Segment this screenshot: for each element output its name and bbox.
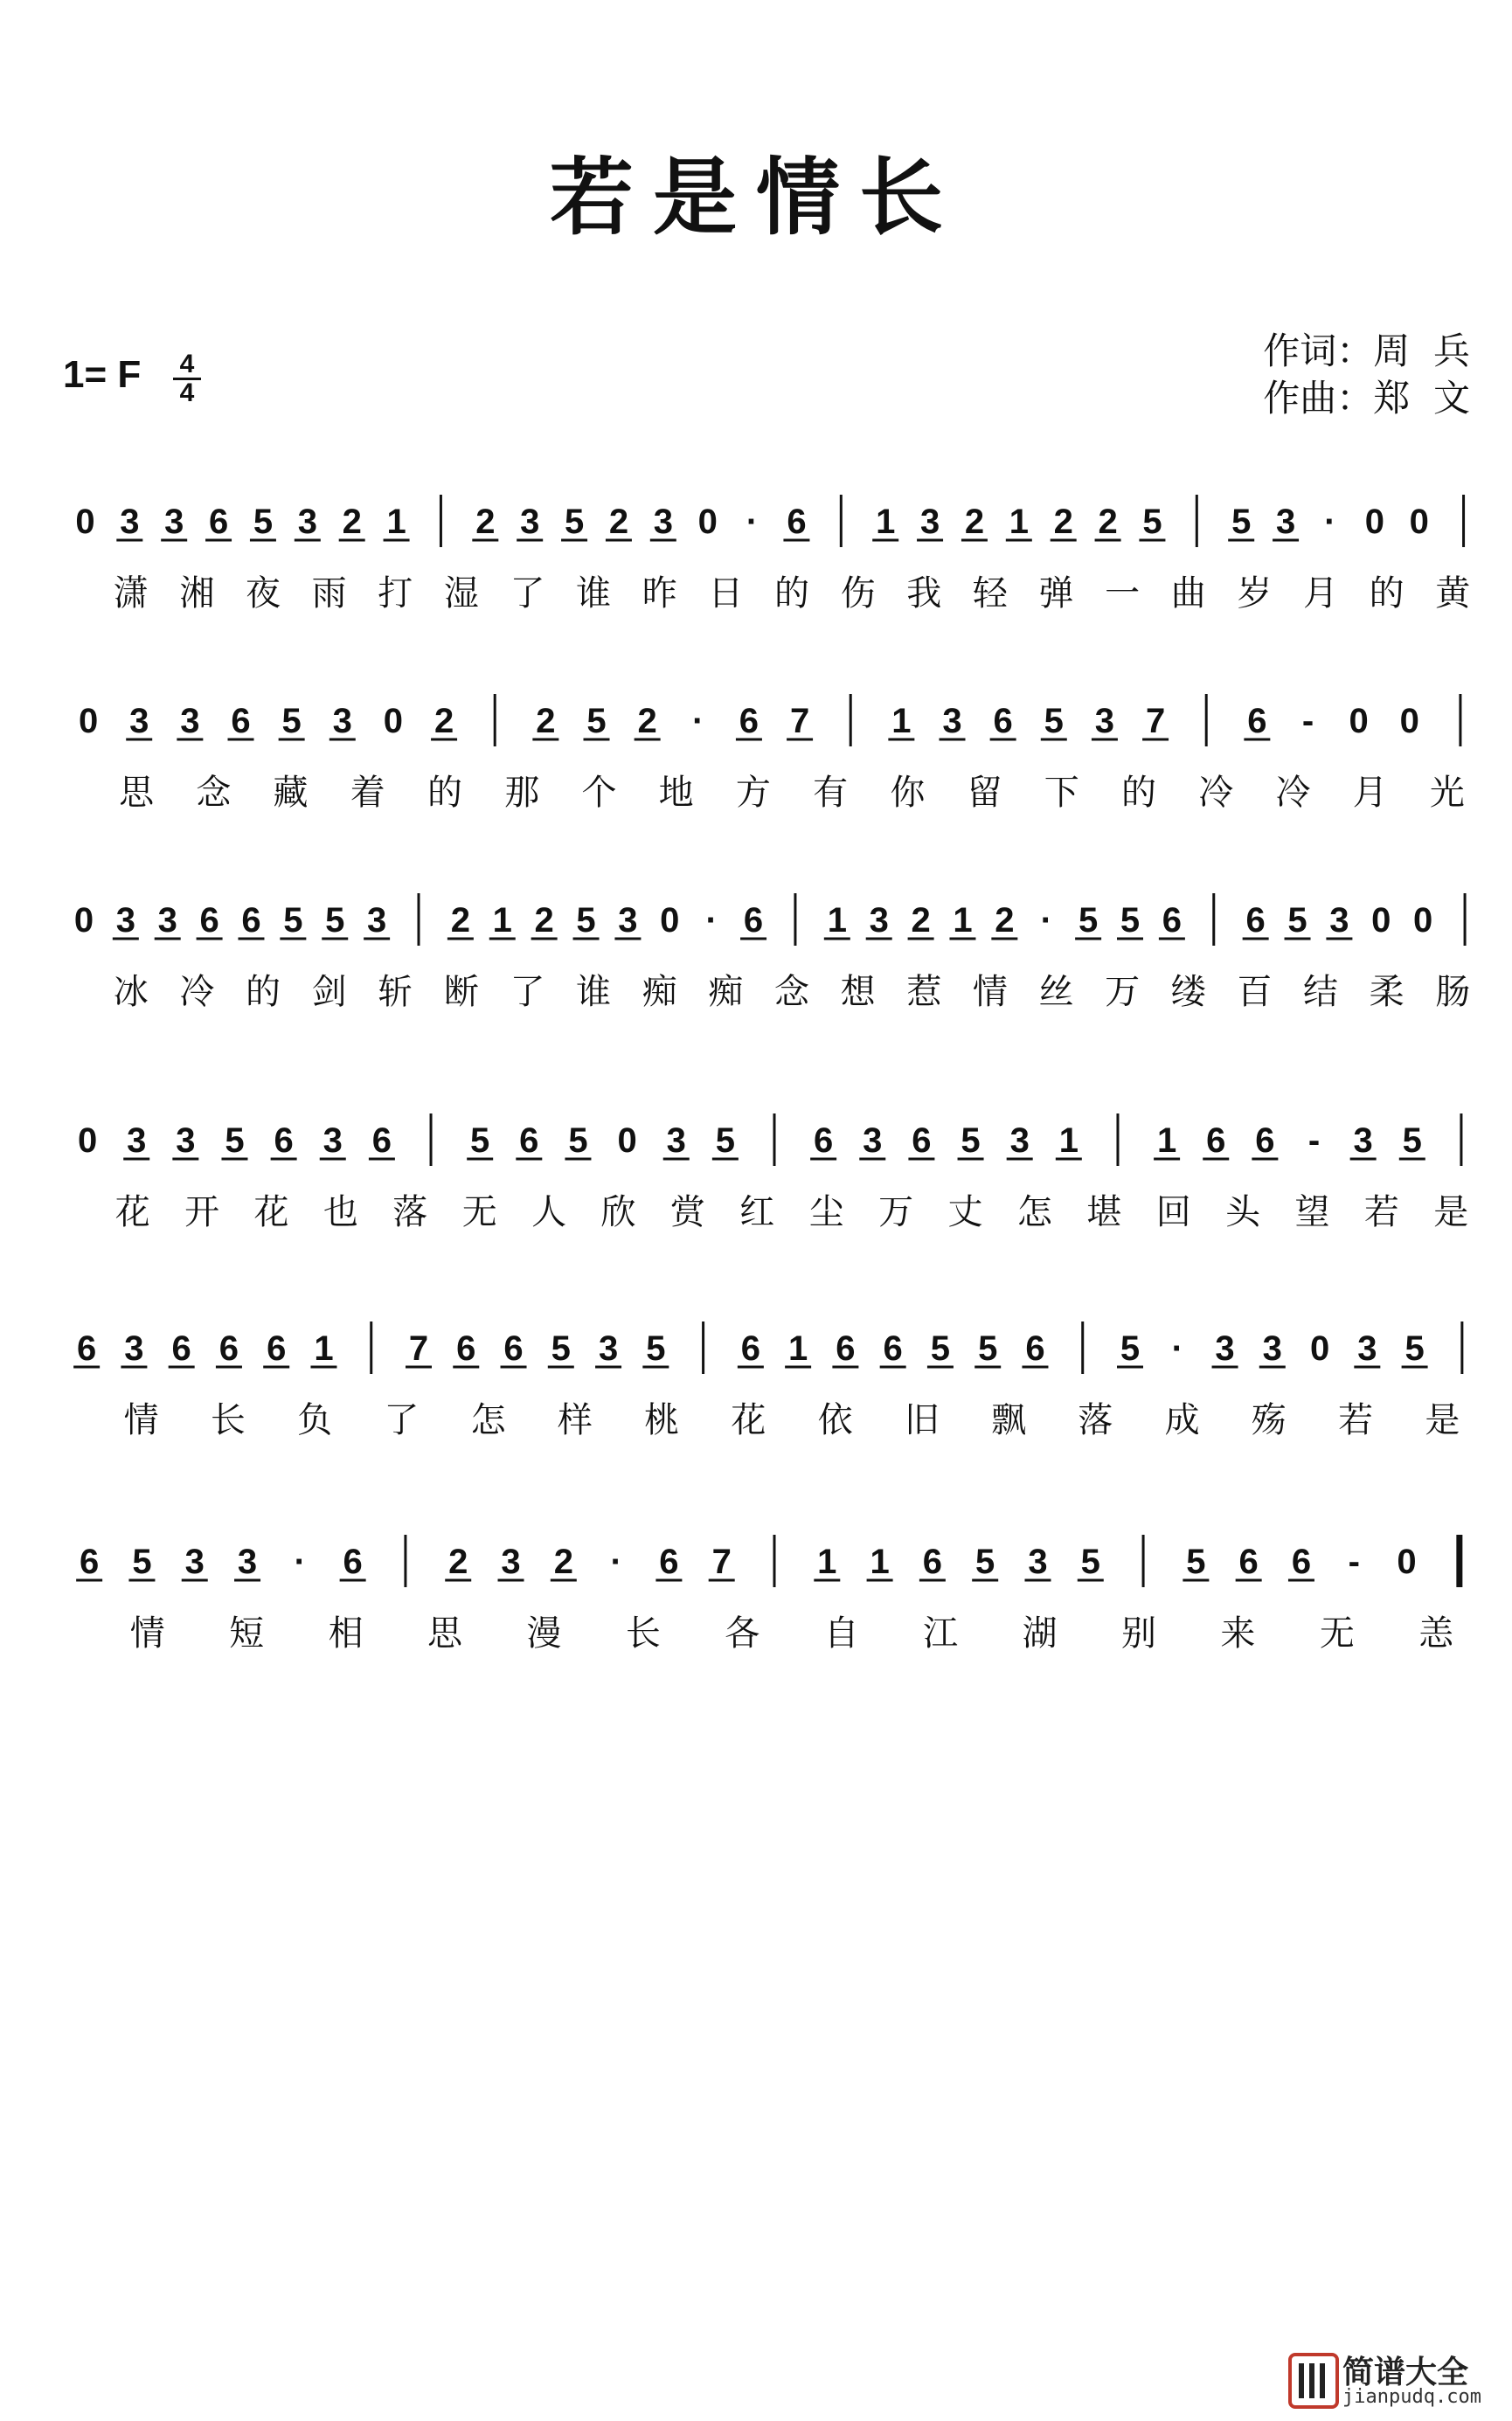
note: 3 <box>1028 1543 1048 1581</box>
note: 3 <box>124 1329 144 1368</box>
note: 0 <box>77 1121 98 1160</box>
lyric-char: 念 <box>196 773 232 813</box>
lyric-char: 花 <box>114 1192 150 1232</box>
lyric-char: 欣 <box>600 1192 636 1232</box>
lyric-char: 情 <box>123 1400 159 1440</box>
lyric-char: 无 <box>461 1192 497 1232</box>
lyric-char: 头 <box>1225 1192 1261 1232</box>
note: 0 <box>383 702 404 740</box>
lyric-char: 红 <box>739 1192 775 1232</box>
note: 1 <box>1058 1121 1079 1160</box>
lyric-char: 堪 <box>1086 1192 1122 1232</box>
note: 6 <box>1206 1121 1226 1160</box>
lyric-char: 你 <box>890 773 926 813</box>
note: 3 <box>176 1121 196 1160</box>
note: 6 <box>787 503 807 541</box>
dot-mark: · <box>746 503 759 541</box>
lyric-char: 斩 <box>378 972 413 1012</box>
site-logo <box>1285 2348 1503 2412</box>
note: 3 <box>297 503 317 541</box>
lyric-char: 藏 <box>273 773 309 813</box>
note: 6 <box>171 1329 191 1368</box>
time-signature-bottom: 4 <box>179 378 195 407</box>
note: 3 <box>942 702 962 740</box>
note: 5 <box>1231 503 1252 541</box>
note: 5 <box>646 1329 666 1368</box>
note: 1 <box>876 503 896 541</box>
lyric-char: 有 <box>813 773 849 813</box>
lyric-char: 若 <box>1338 1400 1374 1440</box>
lyric-char: 着 <box>350 773 385 813</box>
note: 3 <box>501 1543 521 1581</box>
note: 5 <box>1186 1543 1206 1581</box>
note: 5 <box>1287 901 1307 940</box>
lyric-char: 思 <box>427 1613 462 1654</box>
note: 6 <box>1247 702 1267 740</box>
lyric-char: 冰 <box>113 972 149 1012</box>
note: 6 <box>231 702 251 740</box>
note: 6 <box>343 1543 363 1581</box>
note: 0 <box>1364 503 1384 541</box>
note: 3 <box>1275 503 1296 541</box>
lyric-char: 短 <box>229 1613 265 1654</box>
dot-mark: · <box>610 1543 622 1581</box>
dot-mark: · <box>294 1543 306 1581</box>
note: 5 <box>132 1543 152 1581</box>
note: 3 <box>237 1543 258 1581</box>
lyric-char: 殇 <box>1251 1400 1287 1440</box>
lyric-char: 也 <box>323 1192 358 1232</box>
note: 2 <box>536 702 556 740</box>
note: 3 <box>129 702 149 740</box>
note: 1 <box>953 901 973 940</box>
note: 6 <box>1255 1121 1275 1160</box>
lyric-char: 来 <box>1220 1613 1256 1654</box>
lyric-char: 花 <box>253 1192 289 1232</box>
lyric-char: 飘 <box>991 1400 1027 1440</box>
lyric-char: 别 <box>1121 1613 1156 1654</box>
lyric-char: 冷 <box>179 972 215 1012</box>
time-signature-top: 4 <box>179 350 195 378</box>
key-signature: 1= F <box>63 353 142 396</box>
note: 7 <box>711 1543 732 1581</box>
lyricist-credit: 作词：周 兵 <box>1263 330 1470 372</box>
note: 6 <box>1162 901 1183 940</box>
note: 1 <box>891 702 912 740</box>
lyric-char: 潇 <box>113 573 149 614</box>
lyric-char: 的 <box>1121 773 1156 813</box>
note: 6 <box>922 1543 943 1581</box>
lyric-char: 相 <box>328 1613 364 1654</box>
note: 5 <box>253 503 274 541</box>
lyric-char: 痴 <box>642 972 677 1012</box>
note: 2 <box>1053 503 1073 541</box>
lyric-char: 开 <box>184 1192 220 1232</box>
note: 3 <box>1215 1329 1235 1368</box>
lyric-char: 自 <box>823 1613 859 1654</box>
sustain-dash: - <box>1307 1121 1321 1160</box>
lyric-char: 样 <box>557 1400 593 1440</box>
note: 0 <box>78 702 99 740</box>
note: 5 <box>283 901 303 940</box>
note: 2 <box>342 503 362 541</box>
lyric-char: 负 <box>297 1400 333 1440</box>
lyric-char: 弹 <box>1038 573 1074 614</box>
note: 3 <box>598 1329 619 1368</box>
note: 0 <box>1397 1543 1417 1581</box>
lyric-char: 地 <box>658 773 694 813</box>
note: 6 <box>740 1329 760 1368</box>
note: 6 <box>836 1329 856 1368</box>
note: 5 <box>1404 1329 1425 1368</box>
lyric-char: 湘 <box>179 573 215 614</box>
lyric-char: 留 <box>967 773 1002 813</box>
note: 7 <box>1145 702 1166 740</box>
note: 5 <box>225 1121 245 1160</box>
note: 6 <box>503 1329 524 1368</box>
lyric-char: 恙 <box>1418 1613 1454 1654</box>
lyric-char: 是 <box>1433 1192 1469 1232</box>
lyric-char: 万 <box>1105 972 1141 1012</box>
logo-url: jianpudq.com <box>1342 2386 1481 2408</box>
lyric-char: 了 <box>510 573 545 614</box>
note: 0 <box>660 901 680 940</box>
note: 5 <box>281 702 302 740</box>
note: 6 <box>199 901 219 940</box>
lyric-char: 曲 <box>1170 573 1206 614</box>
note: 6 <box>993 702 1013 740</box>
note: 6 <box>241 901 261 940</box>
note: 5 <box>715 1121 735 1160</box>
lyric-char: 的 <box>1369 573 1404 614</box>
note: 0 <box>73 901 94 940</box>
note: 3 <box>120 503 140 541</box>
lyric-char: 断 <box>443 972 479 1012</box>
note: 6 <box>814 1121 834 1160</box>
note: 5 <box>564 503 585 541</box>
note: 6 <box>456 1329 476 1368</box>
lyric-char: 旧 <box>904 1400 940 1440</box>
note: 0 <box>1409 503 1429 541</box>
note: 0 <box>75 503 95 541</box>
dot-mark: · <box>1040 901 1052 940</box>
note: 5 <box>1120 901 1141 940</box>
note: 6 <box>1245 901 1266 940</box>
note: 1 <box>817 1543 837 1581</box>
lyric-char: 湿 <box>443 573 479 614</box>
lyric-char: 缕 <box>1170 972 1206 1012</box>
note: 6 <box>274 1121 294 1160</box>
note: 0 <box>1349 702 1369 740</box>
lyric-char: 万 <box>878 1192 914 1232</box>
lyric-char: 岁 <box>1237 573 1273 614</box>
lyric-char: 的 <box>774 573 809 614</box>
note: 5 <box>1402 1121 1422 1160</box>
note: 3 <box>1329 901 1349 940</box>
note: 0 <box>1371 901 1391 940</box>
lyric-char: 丈 <box>947 1192 983 1232</box>
note: 6 <box>77 1329 97 1368</box>
note: 3 <box>618 901 638 940</box>
lyric-char: 柔 <box>1369 972 1404 1012</box>
note: 1 <box>870 1543 890 1581</box>
note: 3 <box>1009 1121 1030 1160</box>
lyric-char: 了 <box>510 972 545 1012</box>
note: 3 <box>332 702 352 740</box>
lyric-char: 的 <box>427 773 462 813</box>
note: 6 <box>371 1121 392 1160</box>
note: 5 <box>576 901 596 940</box>
note: 3 <box>115 901 135 940</box>
note: 1 <box>1156 1121 1177 1160</box>
note: 6 <box>218 1329 239 1368</box>
note: 3 <box>863 1121 883 1160</box>
lyric-char: 长 <box>625 1613 661 1654</box>
lyric-char: 夜 <box>246 573 281 614</box>
note: 2 <box>911 901 931 940</box>
note: 3 <box>180 702 200 740</box>
lyric-char: 昨 <box>642 573 677 614</box>
note: 3 <box>666 1121 686 1160</box>
lyric-char: 丝 <box>1038 972 1074 1012</box>
sustain-dash: - <box>1301 702 1314 740</box>
lyric-char: 情 <box>129 1613 165 1654</box>
note: 6 <box>659 1543 679 1581</box>
note: 6 <box>519 1121 539 1160</box>
note: 6 <box>1025 1329 1045 1368</box>
note: 5 <box>1080 1543 1100 1581</box>
note: 3 <box>127 1121 147 1160</box>
note: 2 <box>964 503 985 541</box>
note: 5 <box>1078 901 1099 940</box>
note: 0 <box>617 1121 637 1160</box>
song-title: 若是情长 <box>550 148 962 246</box>
note: 6 <box>883 1329 903 1368</box>
note: 7 <box>789 702 810 740</box>
note: 2 <box>637 702 657 740</box>
note: 1 <box>827 901 847 940</box>
note: 6 <box>912 1121 932 1160</box>
lyric-char: 月 <box>1352 773 1388 813</box>
note: 5 <box>470 1121 490 1160</box>
lyric-char: 望 <box>1294 1192 1330 1232</box>
lyric-char: 雨 <box>311 573 347 614</box>
note: 0 <box>697 503 718 541</box>
lyric-char: 剑 <box>311 972 347 1012</box>
note: 6 <box>1291 1543 1312 1581</box>
lyric-char: 依 <box>817 1400 853 1440</box>
note: 5 <box>325 901 345 940</box>
composer-credit: 作曲：郑 文 <box>1263 377 1470 420</box>
note: 1 <box>386 503 406 541</box>
note: 0 <box>1413 901 1433 940</box>
note: 2 <box>475 503 496 541</box>
dot-mark: · <box>1324 503 1336 541</box>
lyric-char: 我 <box>906 573 942 614</box>
lyric-char: 了 <box>384 1400 420 1440</box>
lyric-char: 尘 <box>808 1192 844 1232</box>
lyric-char: 方 <box>735 773 771 813</box>
note: 3 <box>520 503 540 541</box>
lyric-char: 若 <box>1363 1192 1399 1232</box>
lyric-char: 一 <box>1105 573 1141 614</box>
note: 5 <box>1120 1329 1141 1368</box>
lyric-char: 回 <box>1155 1192 1191 1232</box>
dot-mark: · <box>692 702 704 740</box>
lyric-char: 的 <box>246 972 281 1012</box>
lyric-char: 是 <box>1425 1400 1460 1440</box>
logo-text: 简谱大全 <box>1342 2355 1469 2390</box>
note: 2 <box>995 901 1015 940</box>
note: 1 <box>788 1329 808 1368</box>
lyric-char: 肠 <box>1435 972 1471 1012</box>
note: 1 <box>492 901 512 940</box>
lyric-char: 成 <box>1164 1400 1200 1440</box>
lyric-char: 思 <box>119 773 155 813</box>
note: 5 <box>975 1543 995 1581</box>
note: 7 <box>408 1329 429 1368</box>
note: 5 <box>978 1329 998 1368</box>
note: 3 <box>1262 1329 1282 1368</box>
note: 2 <box>1098 503 1118 541</box>
lyric-char: 轻 <box>972 573 1008 614</box>
note: 3 <box>653 503 673 541</box>
lyric-char: 长 <box>210 1400 246 1440</box>
note: 3 <box>919 503 940 541</box>
lyric-char: 怎 <box>470 1400 506 1440</box>
note: 3 <box>164 503 184 541</box>
note: 2 <box>553 1543 573 1581</box>
note: 5 <box>1044 702 1064 740</box>
lyric-char: 花 <box>731 1400 766 1440</box>
note: 2 <box>448 1543 468 1581</box>
lyric-char: 冷 <box>1275 773 1311 813</box>
lyric-char: 赏 <box>669 1192 705 1232</box>
lyric-char: 下 <box>1044 773 1079 813</box>
lyric-char: 月 <box>1302 573 1338 614</box>
lyric-char: 打 <box>378 573 413 614</box>
note: 3 <box>1353 1121 1373 1160</box>
lyric-char: 光 <box>1429 773 1465 813</box>
note: 2 <box>433 702 454 740</box>
note: 2 <box>608 503 629 541</box>
note: 2 <box>450 901 471 940</box>
lyric-char: 桃 <box>644 1400 680 1440</box>
lyric-char: 落 <box>392 1192 428 1232</box>
lyric-char: 那 <box>504 773 540 813</box>
lyric-char: 无 <box>1319 1613 1355 1654</box>
note: 3 <box>184 1543 205 1581</box>
note: 6 <box>739 702 759 740</box>
dot-mark: · <box>1171 1329 1183 1368</box>
note: 3 <box>1094 702 1115 740</box>
lyric-char: 日 <box>708 573 744 614</box>
lyric-char: 伤 <box>840 573 876 614</box>
note: 0 <box>1399 702 1419 740</box>
note: 2 <box>534 901 554 940</box>
note: 3 <box>1357 1329 1377 1368</box>
note: 6 <box>208 503 229 541</box>
lyric-char: 黄 <box>1435 573 1471 614</box>
note: 6 <box>743 901 764 940</box>
sustain-dash: - <box>1348 1543 1360 1581</box>
note: 5 <box>930 1329 951 1368</box>
note: 6 <box>80 1543 100 1581</box>
piano-logo-icon <box>1288 2353 1339 2409</box>
dot-mark: · <box>705 901 718 940</box>
lyric-char: 谁 <box>576 573 612 614</box>
lyric-char: 江 <box>923 1613 959 1654</box>
lyric-char: 痴 <box>708 972 744 1012</box>
lyric-char: 各 <box>725 1613 760 1654</box>
note: 3 <box>869 901 889 940</box>
note: 5 <box>961 1121 981 1160</box>
lyric-char: 人 <box>531 1192 567 1232</box>
lyric-char: 个 <box>581 773 617 813</box>
note: 3 <box>323 1121 343 1160</box>
lyric-char: 念 <box>774 972 809 1012</box>
note: 5 <box>586 702 607 740</box>
lyric-char: 惹 <box>906 972 942 1012</box>
lyric-char: 漫 <box>526 1613 562 1654</box>
lyric-char: 情 <box>972 972 1008 1012</box>
note: 6 <box>1238 1543 1259 1581</box>
lyric-char: 落 <box>1078 1400 1113 1440</box>
note: 1 <box>314 1329 334 1368</box>
lyric-char: 百 <box>1237 972 1273 1012</box>
lyric-char: 湖 <box>1022 1613 1058 1654</box>
note: 5 <box>1142 503 1162 541</box>
note: 3 <box>157 901 177 940</box>
note: 3 <box>366 901 387 940</box>
note: 5 <box>551 1329 571 1368</box>
note: 1 <box>1009 503 1029 541</box>
lyric-char: 谁 <box>576 972 612 1012</box>
note: 0 <box>1309 1329 1330 1368</box>
lyric-char: 想 <box>840 972 876 1012</box>
lyric-char: 冷 <box>1198 773 1234 813</box>
lyric-char: 怎 <box>1016 1192 1052 1232</box>
note: 6 <box>267 1329 287 1368</box>
lyric-char: 结 <box>1302 972 1338 1012</box>
note: 5 <box>568 1121 588 1160</box>
